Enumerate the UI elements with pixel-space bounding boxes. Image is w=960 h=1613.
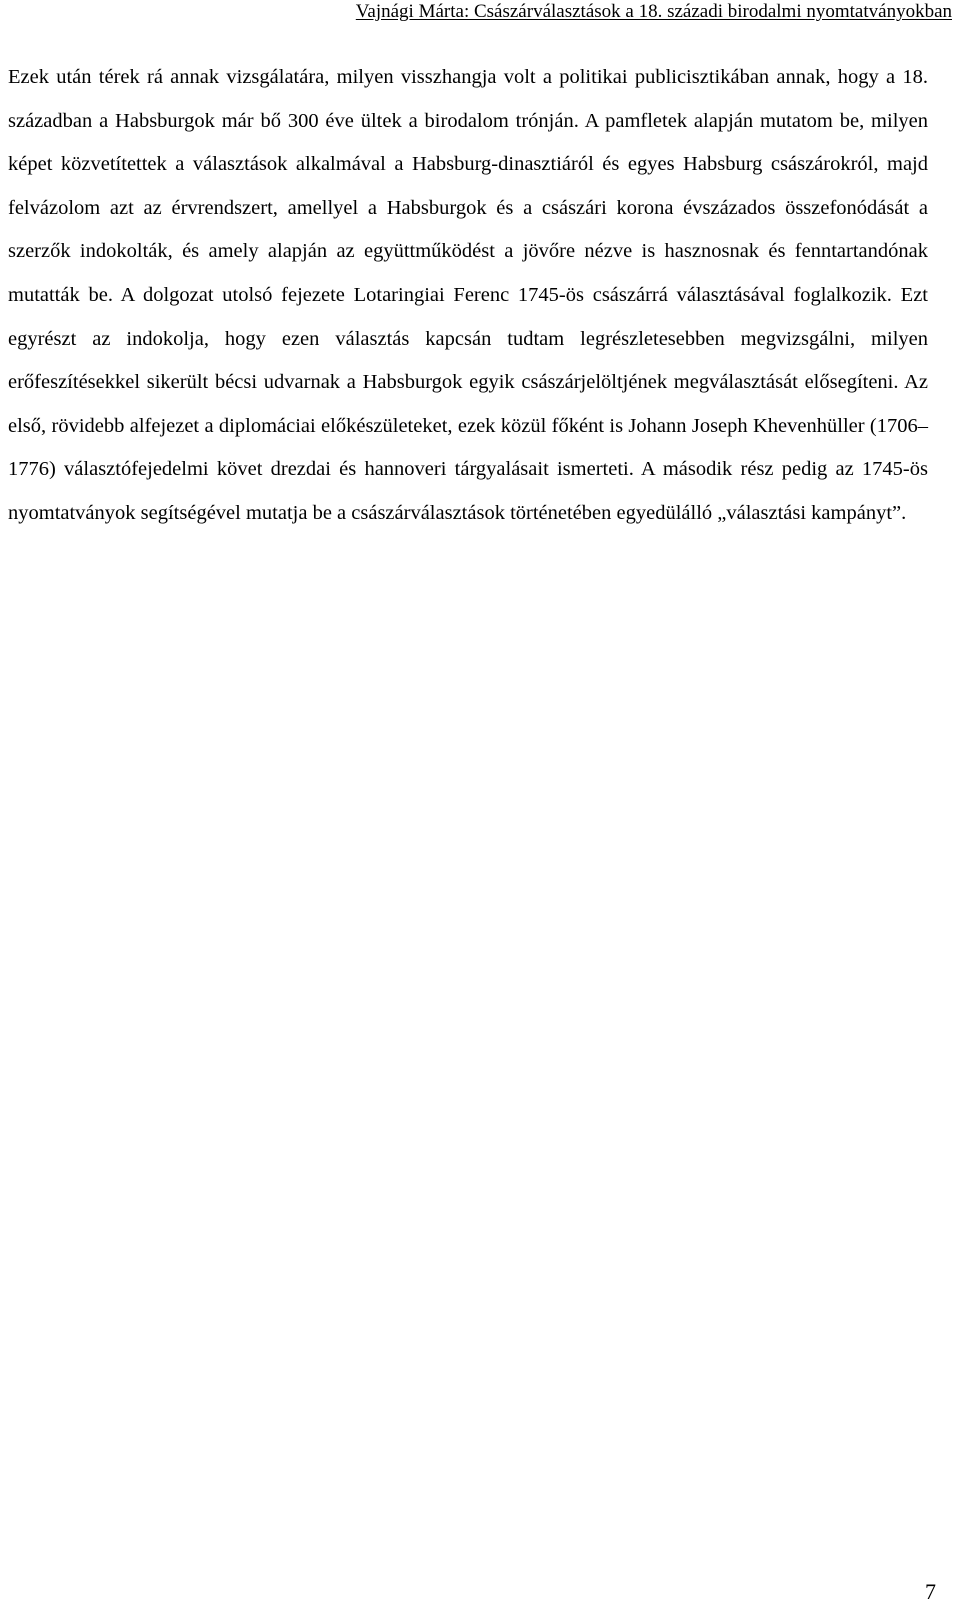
running-header: Vajnági Márta: Császárválasztások a 18. századi birodalmi nyomtatványokban bbox=[355, 1, 952, 22]
body-paragraph: Ezek után térek rá annak vizsgálatára, milyen visszhangja volt a politikai publicisztikában annak, hogy a 18. században a Habsburgok már bő 300 éve ültek a birodalom trónján. A pamfletek alapján mutatom be, milyen képet közvetítettek a választások alkalmával a Habsburg-dinasztiáról és egyes Habsburg császárokról, majd felvázolom azt az érvrendszert, amellyel a Habsburgok és a császári korona évszázados összefonódását a szerzők indokolták, és amely alapján az együttműködést a jövőre nézve is hasznosnak és fenntartandónak mutatták be. A dolgozat utolsó fejezete Lotaringiai Ferenc 1745-ös császárrá választásával foglalkozik. Ezt egyrészt az indokolja, hogy ezen választás kapcsán tudtam legrészletesebben megvizsgálni, milyen erőfeszítésekkel sikerült bécsi udvarnak a Habsburgok egyik császárjelöltjének megválasztását elősegíteni. Az első, rövidebb alfejezet a diplomáciai előkészületeket, ezek közül főként is Johann Joseph Khevenhüller (1706–1776) választófejedelmi követ drezdai és hannoveri tárgyalásait ismerteti. A második rész pedig az 1745-ös nyomtatványok segítségével mutatja be a császárválasztások történetében egyedülálló „választási kampányt”. bbox=[8, 66, 928, 524]
page-number: 7 bbox=[925, 1579, 936, 1604]
